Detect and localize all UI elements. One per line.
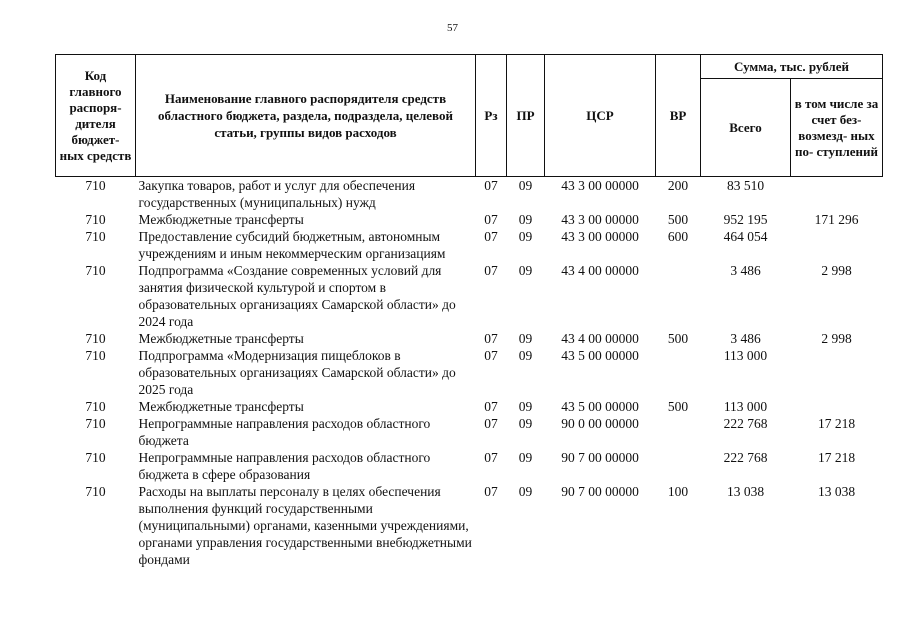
row-incl [791,228,883,262]
row-csr: 43 5 00 00000 [561,399,639,414]
row-total: 464 054 [723,229,768,244]
row-name: Межбюджетные трансферты [138,399,304,414]
table-row [56,398,883,415]
row-name: Закупка товаров, работ и услуг для обеспечения государственных (муниципальных) нужд [138,178,416,210]
header-vr: ВР [656,55,701,177]
row-rz: 07 [484,348,498,363]
header-name: Наименование главного распорядителя средств областного бюджета, раздела, подраздела, целевой статьи, группы видов расходов [136,55,476,177]
row-rz: 07 [484,450,498,465]
table-row [56,211,883,228]
row-code: 710 [85,450,106,465]
row-rz: 07 [484,178,498,193]
row-name: Предоставление субсидий бюджетным, автономным учреждениям и иным некоммерческим организациям [138,229,446,261]
row-code: 710 [85,484,106,499]
header-pr: ПР [507,55,545,177]
row-total: 3 486 [730,263,761,278]
row-vr: 500 [667,212,689,227]
row-total: 83 510 [726,178,765,193]
row-incl: 17 218 [817,450,856,465]
row-csr: 43 3 00 00000 [561,229,639,244]
table-row [56,330,883,347]
row-code: 710 [85,212,106,227]
header-total: Всего [701,79,791,177]
row-csr: 43 5 00 00000 [561,348,639,363]
row-csr: 43 3 00 00000 [561,212,639,227]
budget-table [55,54,883,568]
row-name: Подпрограмма «Модернизация пищеблоков в образовательных организациях Самарской области» до 2025 года [138,348,456,397]
row-rz: 07 [484,416,498,431]
row-incl [791,177,883,212]
row-rz: 07 [484,263,498,278]
row-csr: 90 7 00 00000 [561,484,639,499]
row-code: 710 [85,263,106,278]
row-pr: 09 [518,229,533,244]
row-name: Подпрограмма «Создание современных условий для занятия физической культурой и спортом в образовательных организациях Самарской области» до 2024 года [138,263,456,329]
row-total: 113 000 [723,399,768,414]
row-total: 3 486 [730,331,761,346]
row-name: Межбюджетные трансферты [138,212,304,227]
row-code: 710 [85,348,106,363]
row-csr: 43 3 00 00000 [561,178,639,193]
row-vr: 200 [667,178,689,193]
row-pr: 09 [518,416,533,431]
row-code: 710 [85,399,106,414]
table-header [56,55,883,177]
row-code: 710 [85,229,106,244]
row-pr: 09 [518,331,533,346]
row-rz: 07 [484,484,498,499]
row-name: Непрограммные направления расходов областного бюджета в сфере образования [138,450,431,482]
row-incl: 2 998 [821,263,852,278]
row-vr [656,262,701,330]
row-incl: 13 038 [817,484,856,499]
row-code: 710 [85,178,106,193]
header-sum-group: Сумма, тыс. рублей [701,55,883,79]
table-row [56,449,883,483]
row-total: 222 768 [723,416,768,431]
header-csr: ЦСР [545,55,656,177]
row-pr: 09 [518,399,533,414]
row-incl [791,347,883,398]
row-name: Расходы на выплаты персоналу в целях обеспечения выполнения функций государственными (муниципальными) органами, казенными учреждениями, органами управления государственными внебюджетными фондами [138,484,472,567]
row-pr: 09 [518,348,533,363]
table-row [56,262,883,330]
row-vr [656,415,701,449]
row-rz: 07 [484,331,498,346]
table-body [56,177,883,569]
table-row [56,483,883,568]
row-total: 952 195 [723,212,768,227]
row-name: Непрограммные направления расходов областного бюджета [138,416,431,448]
row-total: 222 768 [723,450,768,465]
table-row [56,415,883,449]
row-vr: 500 [667,331,689,346]
row-vr [656,449,701,483]
row-total: 113 000 [723,348,768,363]
row-csr: 90 7 00 00000 [561,450,639,465]
row-vr: 100 [667,484,689,499]
page-number: 57 [447,22,458,34]
row-pr: 09 [518,178,533,193]
row-incl: 171 296 [814,212,859,227]
row-vr: 500 [667,399,689,414]
row-csr: 90 0 00 00000 [561,416,639,431]
row-incl: 17 218 [817,416,856,431]
header-incl: в том числе за счет без- возмезд- ных по- ступлений [791,79,883,177]
row-incl [791,398,883,415]
row-rz: 07 [484,212,498,227]
row-pr: 09 [518,484,533,499]
row-incl: 2 998 [821,331,852,346]
row-code: 710 [85,331,106,346]
row-rz: 07 [484,399,498,414]
row-vr: 600 [667,229,689,244]
header-code: Код главного распоря- дителя бюджет- ных средств [56,55,136,177]
table-row [56,228,883,262]
row-total: 13 038 [726,484,765,499]
row-code: 710 [85,416,106,431]
header-rz: Рз [476,55,507,177]
row-rz: 07 [484,229,498,244]
row-csr: 43 4 00 00000 [561,331,639,346]
row-pr: 09 [518,263,533,278]
row-vr [656,347,701,398]
row-pr: 09 [518,450,533,465]
row-csr: 43 4 00 00000 [561,263,639,278]
row-pr: 09 [518,212,533,227]
row-name: Межбюджетные трансферты [138,331,304,346]
table-row [56,177,883,212]
table-row [56,347,883,398]
